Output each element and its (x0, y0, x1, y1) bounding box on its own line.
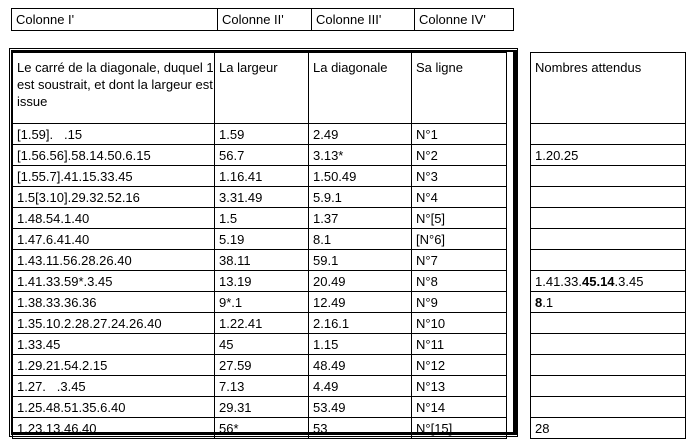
expected-number-cell (531, 313, 686, 334)
header-col2: Colonne II' (218, 9, 312, 31)
table-cell-c3: 20.49 (309, 271, 412, 292)
table-row (13, 250, 507, 271)
table-row (13, 292, 507, 313)
table-cell-c4: N°[5] (412, 208, 507, 229)
table-row (13, 355, 507, 376)
table-cell-c1: 1.48.54.1.40 (13, 208, 215, 229)
main-head-c1: Le carré de la diagonale, duquel 1 est soustrait, et dont la largeur est issue (13, 53, 215, 124)
table-row (13, 229, 507, 250)
table-cell-c4: N°9 (412, 292, 507, 313)
table-cell-c3: 5.9.1 (309, 187, 412, 208)
expected-number-cell (531, 292, 686, 313)
table-cell-c4: N°1 (412, 124, 507, 145)
table-row (531, 271, 686, 292)
table-cell-c1: 1.38.33.36.36 (13, 292, 215, 313)
table-cell-c2: 13.19 (215, 271, 309, 292)
table-cell-c1: 1.43.11.56.28.26.40 (13, 250, 215, 271)
table-cell-c4: N°13 (412, 376, 507, 397)
table-row (531, 334, 686, 355)
expected-number-bold: 45.14 (582, 273, 615, 289)
table-cell-c1: 1.47.6.41.40 (13, 229, 215, 250)
table-row (531, 250, 686, 271)
expected-number-cell (531, 124, 686, 145)
table-row (13, 313, 507, 334)
table-row (13, 166, 507, 187)
table-cell-c3: 1.50.49 (309, 166, 412, 187)
expected-number-cell (531, 166, 686, 187)
table-row (13, 124, 507, 145)
table-row (531, 292, 686, 313)
table-cell-c4: N°7 (412, 250, 507, 271)
table-cell-c3: 48.49 (309, 355, 412, 376)
table-cell-c3: 53 (309, 418, 412, 439)
table-cell-c1: 1.29.21.54.2.15 (13, 355, 215, 376)
header-col1: Colonne I' (12, 9, 218, 31)
table-row (13, 187, 507, 208)
expected-number-cell (531, 397, 686, 418)
table-cell-c4: N°10 (412, 313, 507, 334)
header-col3: Colonne III' (312, 9, 415, 31)
expected-number-cell: 1.20.25 (531, 145, 686, 166)
table-cell-c1: 1.5[3.10].29.32.52.16 (13, 187, 215, 208)
expected-number-post: .3.45 (614, 273, 644, 289)
table-row (531, 418, 686, 439)
table-cell-c2: 5.19 (215, 229, 309, 250)
table-cell-c2: 56.7 (215, 145, 309, 166)
table-cell-c4: N°2 (412, 145, 507, 166)
table-row (531, 145, 686, 166)
table-cell-c1: 1.35.10.2.28.27.24.26.40 (13, 313, 215, 334)
table-row (531, 124, 686, 145)
table-cell-c2: 1.59 (215, 124, 309, 145)
main-head-c3: La diagonale (309, 53, 412, 124)
expected-number-cell (531, 187, 686, 208)
table-cell-c3: 1.15 (309, 334, 412, 355)
table-cell-c3: 53.49 (309, 397, 412, 418)
table-cell-c3: 3.13* (309, 145, 412, 166)
table-cell-c4: N°14 (412, 397, 507, 418)
table-cell-c3: 2.16.1 (309, 313, 412, 334)
column-header-table (11, 8, 514, 31)
main-table (12, 52, 507, 439)
expected-number-cell: 28 (531, 418, 686, 439)
expected-number-cell (531, 250, 686, 271)
table-cell-c4: N°4 (412, 187, 507, 208)
header-col4: Colonne IV' (415, 9, 514, 31)
table-row (13, 145, 507, 166)
table-row (531, 208, 686, 229)
table-cell-c3: 4.49 (309, 376, 412, 397)
table-row (531, 313, 686, 334)
expected-numbers-table (530, 52, 686, 439)
right-head: Nombres attendus (531, 53, 686, 124)
main-head-c2: La largeur (215, 53, 309, 124)
table-cell-c1: [1.56.56].58.14.50.6.15 (13, 145, 215, 166)
table-row (13, 397, 507, 418)
table-row (13, 271, 507, 292)
table-cell-c1: 1.25.48.51.35.6.40 (13, 397, 215, 418)
table-cell-c1: [1.59]. .15 (13, 124, 215, 145)
table-row (531, 376, 686, 397)
table-cell-c3: 8.1 (309, 229, 412, 250)
table-cell-c1: 1.33.45 (13, 334, 215, 355)
table-cell-c4: N°11 (412, 334, 507, 355)
table-row (13, 334, 507, 355)
expected-number-cell (531, 376, 686, 397)
main-head-c4: Sa ligne (412, 53, 507, 124)
expected-number-post: .1 (542, 294, 554, 310)
table-cell-c2: 27.59 (215, 355, 309, 376)
table-cell-c1: 1.23.13.46.40 (13, 418, 215, 439)
table-cell-c1: 1.41.33.59*.3.45 (13, 271, 215, 292)
table-cell-c4: N°12 (412, 355, 507, 376)
table-cell-c1: [1.55.7].41.15.33.45 (13, 166, 215, 187)
table-cell-c3: 59.1 (309, 250, 412, 271)
expected-number-pre: 1.41.33. (535, 273, 582, 289)
table-cell-c3: 12.49 (309, 292, 412, 313)
expected-number-cell (531, 271, 686, 292)
table-cell-c2: 7.13 (215, 376, 309, 397)
table-cell-c2: 1.16.41 (215, 166, 309, 187)
table-cell-c2: 29.31 (215, 397, 309, 418)
table-row (13, 376, 507, 397)
table-cell-c4: N°8 (412, 271, 507, 292)
table-cell-c3: 1.37 (309, 208, 412, 229)
table-row (531, 187, 686, 208)
table-row (531, 229, 686, 250)
expected-number-cell (531, 208, 686, 229)
table-cell-c2: 38.11 (215, 250, 309, 271)
table-cell-c4: N°3 (412, 166, 507, 187)
expected-number-cell (531, 229, 686, 250)
table-cell-c1: 1.27. .3.45 (13, 376, 215, 397)
table-cell-c2: 3.31.49 (215, 187, 309, 208)
table-cell-c2: 45 (215, 334, 309, 355)
table-cell-c2: 56* (215, 418, 309, 439)
expected-number-cell (531, 334, 686, 355)
table-row (531, 355, 686, 376)
table-cell-c4: [N°6] (412, 229, 507, 250)
expected-number-bold: 8 (535, 294, 543, 310)
table-cell-c2: 9*.1 (215, 292, 309, 313)
table-cell-c3: 2.49 (309, 124, 412, 145)
main-table-head-row (13, 53, 507, 124)
table-row (531, 397, 686, 418)
expected-number-cell (531, 355, 686, 376)
table-row (13, 208, 507, 229)
right-table-head-row (531, 53, 686, 124)
table-cell-c4: N°[15] (412, 418, 507, 439)
table-row (13, 418, 507, 439)
main-table-shadow (513, 50, 517, 435)
table-cell-c2: 1.22.41 (215, 313, 309, 334)
table-row (531, 166, 686, 187)
table-cell-c2: 1.5 (215, 208, 309, 229)
